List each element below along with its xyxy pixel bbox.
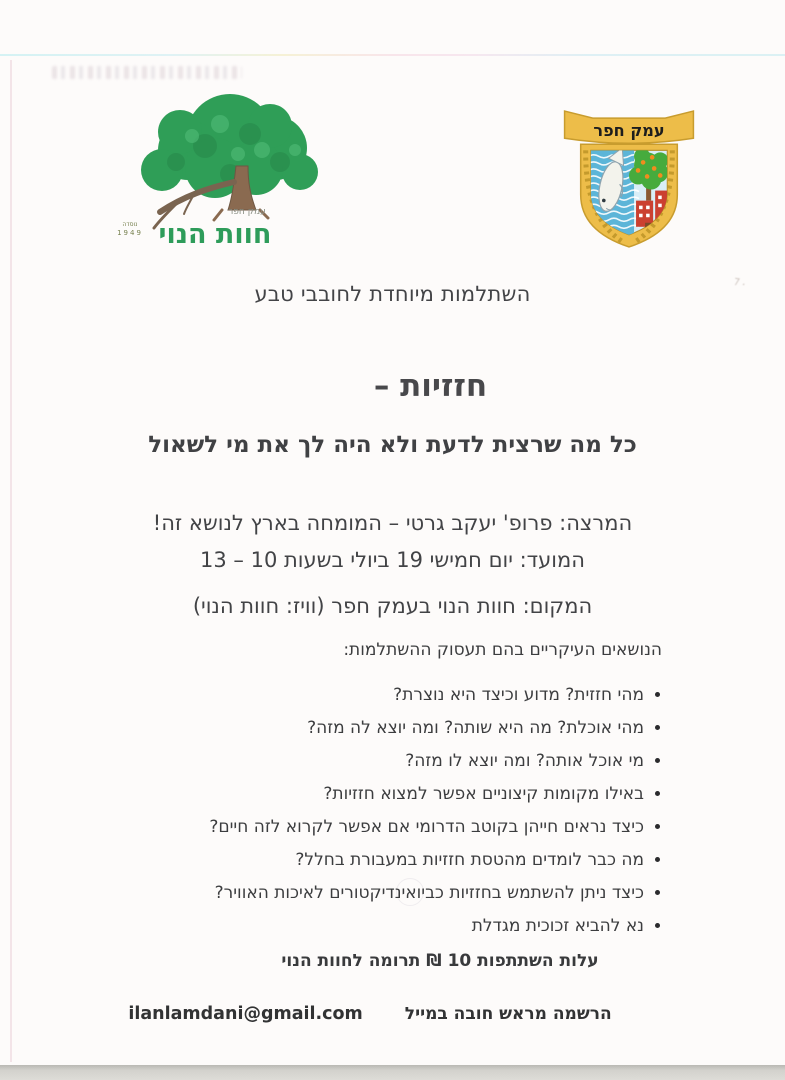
- topic-item: [209, 843, 660, 876]
- lecturer-line: המרצה: פרופ' יעקב גרטי – המומחה בארץ לנושא זה!: [152, 511, 633, 535]
- emek-hefer-emblem: [558, 102, 700, 258]
- logo-founded-label: נוסדה: [122, 221, 138, 228]
- bullet-icon: [655, 725, 660, 730]
- topic-text: מי אוכל אותה? ומה יוצא לו מזה?: [405, 750, 644, 771]
- registration-email: ilanlamdani@gmail.com: [128, 1004, 363, 1024]
- topic-item: [209, 909, 660, 942]
- emblem-shield-icon: [558, 102, 700, 258]
- topic-text: כיצד ניתן להשתמש בחזזיות כביואינדיקטורים לאיכות האוויר?: [214, 882, 644, 903]
- topic-item: [209, 744, 660, 777]
- logo-name-text: חוות הנוי: [158, 219, 272, 250]
- topic-item: [209, 810, 660, 843]
- logo-region-text: עמק חפר: [228, 207, 266, 217]
- bullet-icon: [655, 791, 660, 796]
- topic-text: כיצד נראים חייהן בקוטב הדרומי אם אפשר לקרוא לזה חיים?: [209, 816, 644, 837]
- registration-text: הרשמה מראש חובה במייל: [404, 1004, 612, 1024]
- intro-line: השתלמות מיוחדת לחובבי טבע: [254, 282, 531, 306]
- stray-pen-mark: ⁊ .: [732, 273, 748, 289]
- topic-item: [209, 711, 660, 744]
- bullet-icon: [655, 923, 660, 928]
- date-line: המועד: יום חמישי 19 ביולי בשעות 10 – 13: [200, 548, 585, 572]
- scanner-color-line: [0, 54, 785, 56]
- paper-bottom-edge: [0, 1065, 785, 1080]
- bullet-icon: [655, 857, 660, 862]
- cost-line: עלות השתתפות 10 ₪ תרומה לחוות הנוי: [281, 951, 599, 971]
- emblem-title-text: עמק חפר: [593, 121, 665, 141]
- bullet-icon: [655, 692, 660, 697]
- topic-item: [209, 678, 660, 711]
- topic-text: מהי חזזית? מדוע וכיצד היא נוצרת?: [393, 684, 644, 705]
- topic-item: [209, 876, 660, 909]
- tree-logo-icon: [110, 90, 330, 260]
- place-line: המקום: חוות הנוי בעמק חפר (וויז: חוות הנוי): [192, 594, 593, 618]
- bullet-icon: [655, 758, 660, 763]
- topic-text: מה כבר לומדים מהטסת חזזיות במעבורת בחלל?: [295, 849, 644, 870]
- page-title: חזזיות –: [373, 368, 488, 404]
- topic-text: נא להביא זכוכית מגדלת: [471, 915, 644, 936]
- topic-text: באילו מקומות קיצוניים אפשר למצוא חזזיות?: [323, 783, 644, 804]
- logo-founded-year: 1949: [117, 229, 143, 237]
- page-bleedthrough-smudge: [52, 66, 242, 79]
- page-subtitle: כל מה שרצית לדעת ולא היה לך את מי לשאול: [148, 432, 637, 458]
- havat-hanoy-logo: [110, 90, 330, 260]
- topic-text: מהי אוכלת? מה היא שותה? ומה יוצא לה מזה?: [307, 717, 644, 738]
- bullet-icon: [655, 890, 660, 895]
- bullet-icon: [655, 824, 660, 829]
- registration-line: [0, 1001, 740, 1027]
- topics-list: [209, 678, 660, 942]
- topic-item: [209, 777, 660, 810]
- topics-heading: הנושאים העיקריים בהם תעסוק ההשתלמות:: [343, 640, 662, 660]
